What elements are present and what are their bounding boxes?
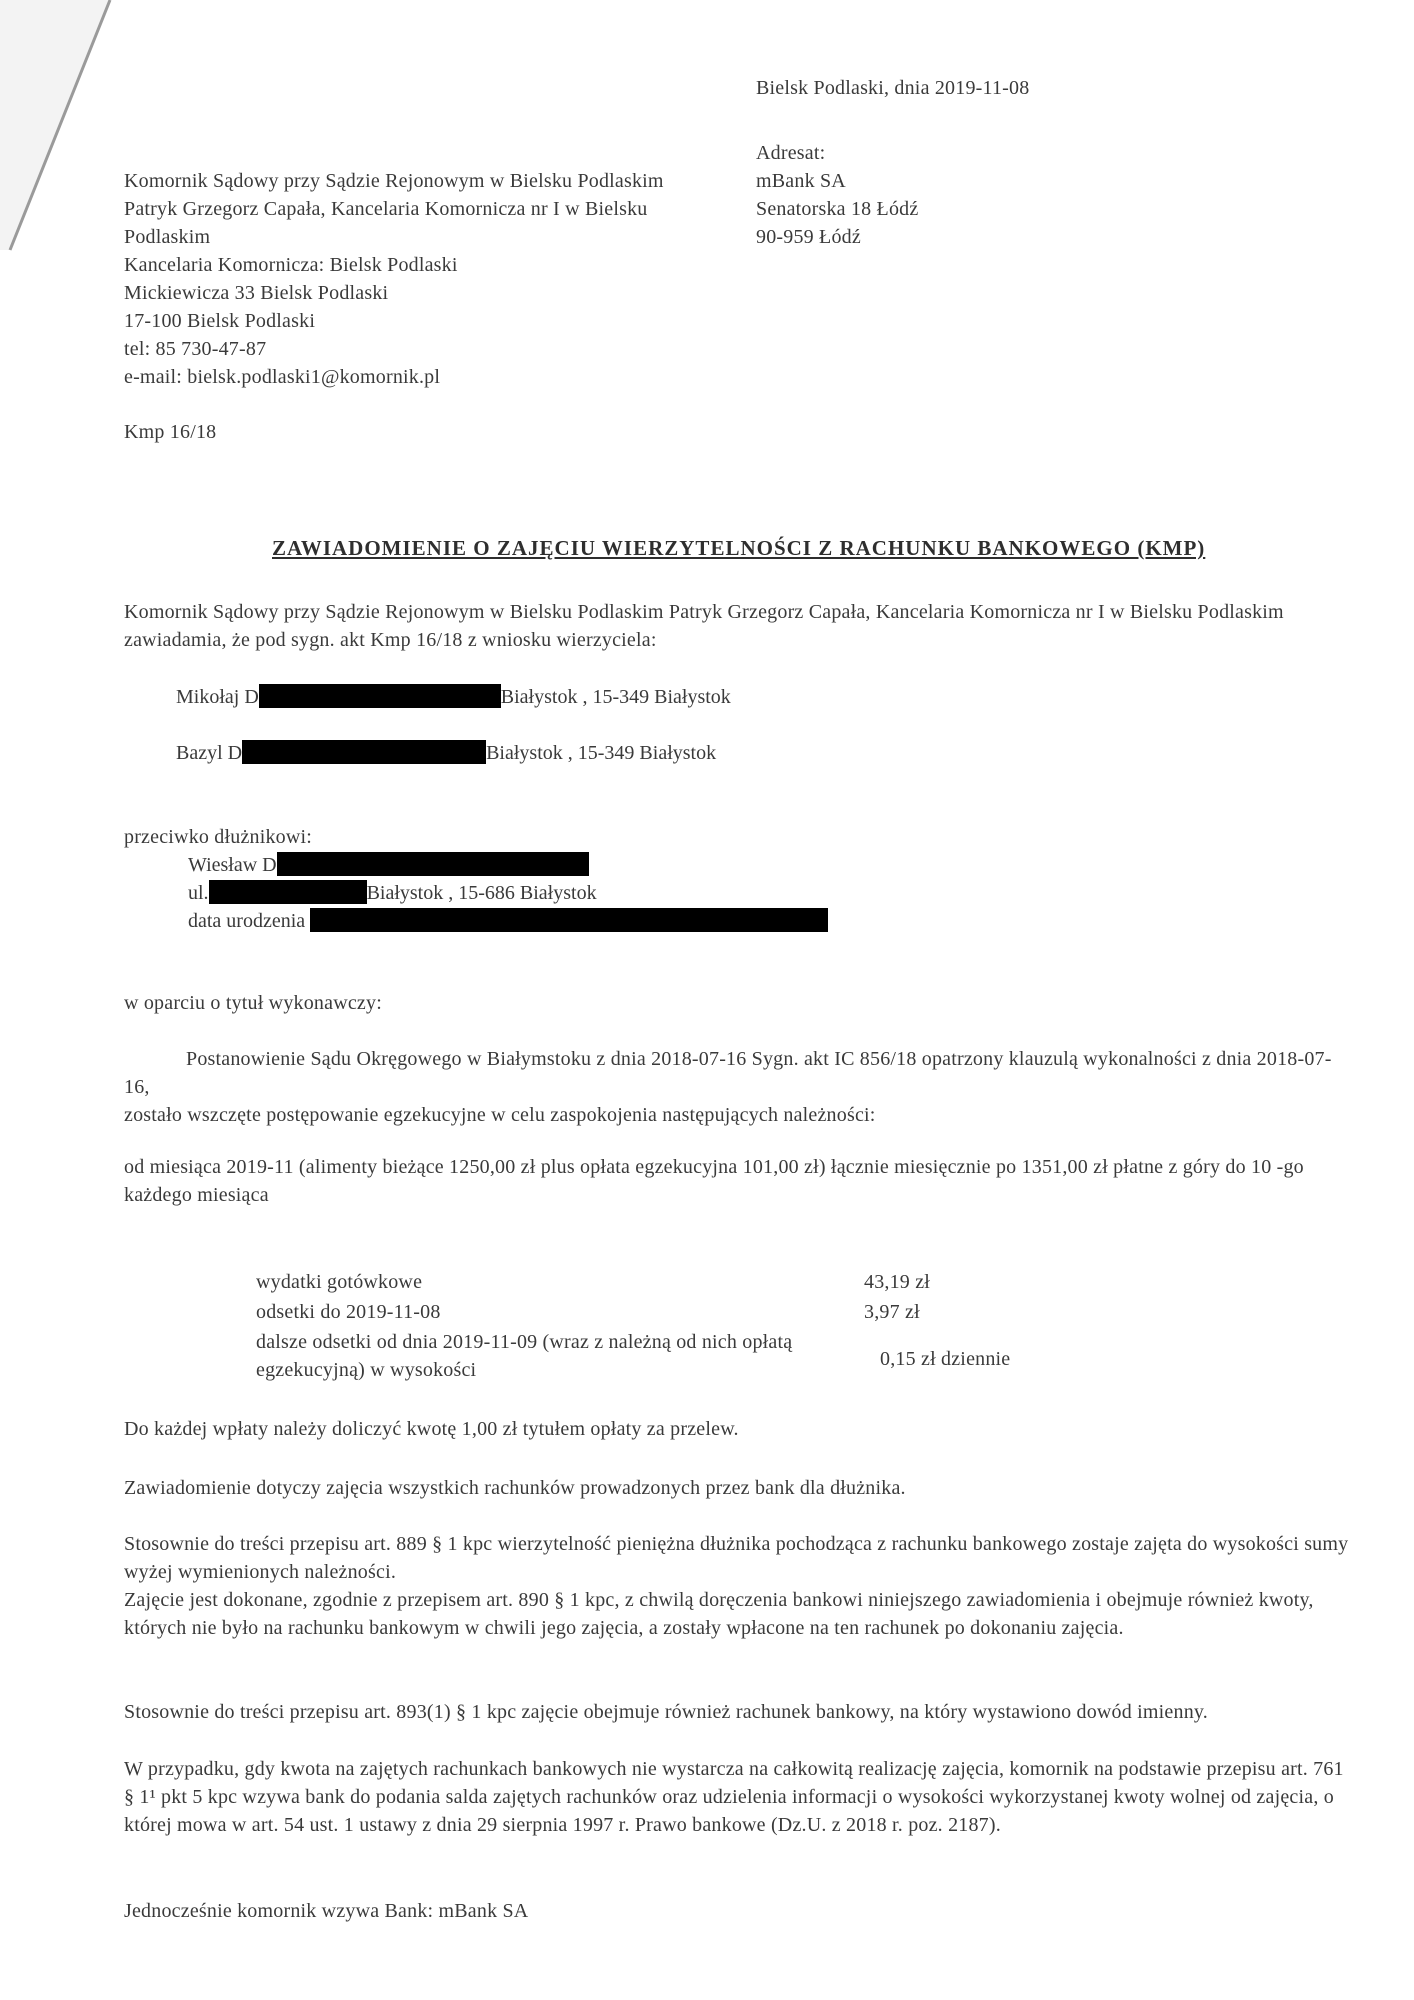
legal-paragraph: Zajęcie jest dokonane, zgodnie z przepisem art. 890 § 1 kpc, z chwilą doręczenia bankowi niniejszego zawiadomienia i obejmuje również kwoty, których nie było na rachunku bankowym w chwili jego zajęcia, a zostały wpłacone na ten rachunek po dokonaniu zajęcia.	[124, 1589, 1314, 1639]
creditor-name: Mikołaj D	[176, 686, 259, 708]
debtor-label: przeciwko dłużnikowi:	[124, 826, 313, 848]
creditor-row	[176, 739, 716, 767]
bank-summons-text: Jednocześnie komornik wzywa Bank: mBank SA	[124, 1900, 529, 1922]
sender-line: Patryk Grzegorz Capała, Kancelaria Komornicza nr I w Bielsku	[124, 198, 648, 220]
sender-line: Komornik Sądowy przy Sądzie Rejonowym w Bielsku Podlaskim	[124, 170, 664, 192]
charge-label: dalsze odsetki od dnia 2019-11-09 (wraz z należną od nich opłatą egzekucyjną) w wysokości	[256, 1331, 793, 1381]
creditor-row	[176, 683, 731, 711]
redaction-bar	[259, 684, 501, 708]
sender-email: e-mail: bielsk.podlaski1@komornik.pl	[124, 366, 441, 388]
legal-paragraph: W przypadku, gdy kwota na zajętych rachunkach bankowych nie wystarcza na całkowitą realizację zajęcia, komornik na podstawie przepisu art. 761 § 1¹ pkt 5 kpc wzywa bank do podania salda zajętych rachunków oraz udzielenia informacji o wysokości wykorzystanej kwoty wolnej od zajęcia, o której mowa w art. 54 ust. 1 ustawy z dnia 29 sierpnia 1997 r. Prawo bankowe (Dz.U. z 2018 r. poz. 2187).	[124, 1758, 1344, 1836]
document-title: ZAWIADOMIENIE O ZAJĘCIU WIERZYTELNOŚCI Z RACHUNKU BANKOWEGO (KMP)	[272, 536, 1206, 560]
scope-text: Zawiadomienie dotyczy zajęcia wszystkich rachunków prowadzonych przez bank dla dłużnika.	[124, 1477, 906, 1499]
redaction-bar	[277, 852, 589, 876]
charge-amount: 43,19 zł	[864, 1271, 931, 1293]
document-date: Bielsk Podlaski, dnia 2019-11-08	[756, 77, 1030, 99]
page-corner-fold	[0, 0, 120, 260]
sender-line: Kancelaria Komornicza: Bielsk Podlaski	[124, 254, 458, 276]
debtor-name-row	[188, 851, 589, 879]
redaction-bar	[242, 740, 486, 764]
debtor-address-row	[188, 879, 597, 907]
addressee-label: Adresat:	[756, 142, 826, 164]
redaction-bar	[310, 908, 828, 932]
title-basis-label: w oparciu o tytuł wykonawczy:	[124, 992, 382, 1014]
creditor-address: Białystok , 15-349 Białystok	[500, 686, 731, 708]
transfer-fee-text: Do każdej wpłaty należy doliczyć kwotę 1,00 zł tytułem opłaty za przelew.	[124, 1418, 739, 1440]
proceedings-text: zostało wszczęte postępowanie egzekucyjne w celu zaspokojenia następujących należności:	[124, 1104, 876, 1126]
addressee-name: mBank SA	[756, 170, 846, 192]
charge-label: odsetki do 2019-11-08	[256, 1301, 441, 1323]
sender-line: 17-100 Bielsk Podlaski	[124, 310, 316, 332]
addressee-street: Senatorska 18 Łódź	[756, 198, 919, 220]
legal-paragraph: Stosownie do treści przepisu art. 889 § 1 kpc wierzytelność pieniężna dłużnika pochodząca z rachunku bankowego zostaje zajęta do wysokości sumy wyżej wymienionych należności.	[124, 1533, 1349, 1583]
redaction-bar	[209, 880, 367, 904]
monthly-obligation-text: od miesiąca 2019-11 (alimenty bieżące 1250,00 zł plus opłata egzekucyjna 101,00 zł) łącznie miesięcznie po 1351,00 zł płatne z góry do 10 -go każdego miesiąca	[124, 1156, 1304, 1206]
case-reference: Kmp 16/18	[124, 421, 217, 443]
creditor-name: Bazyl D	[176, 742, 243, 764]
debtor-street-prefix: ul.	[188, 882, 209, 904]
title-basis-text: Postanowienie Sądu Okręgowego w Białymstoku z dnia 2018-07-16 Sygn. akt IC 856/18 opatrzony klauzulą wykonalności z dnia 2018-07-16,	[124, 1048, 1332, 1098]
intro-paragraph: Komornik Sądowy przy Sądzie Rejonowym w Bielsku Podlaskim Patryk Grzegorz Capała, Kancelaria Komornicza nr I w Bielsku Podlaskim zawiadamia, że pod sygn. akt Kmp 16/18 z wniosku wierzyciela:	[124, 601, 1284, 651]
sender-phone: tel: 85 730-47-87	[124, 338, 267, 360]
debtor-birth-label: data urodzenia	[188, 910, 306, 932]
creditor-address: Białystok , 15-349 Białystok	[486, 742, 717, 764]
debtor-birth-row	[188, 907, 828, 935]
charge-amount: 3,97 zł	[864, 1301, 920, 1323]
addressee-city: 90-959 Łódź	[756, 226, 861, 248]
legal-paragraph: Stosownie do treści przepisu art. 893(1) § 1 kpc zajęcie obejmuje również rachunek bankowy, na który wystawiono dowód imienny.	[124, 1701, 1208, 1723]
sender-line: Mickiewicza 33 Bielsk Podlaski	[124, 282, 389, 304]
sender-line: Podlaskim	[124, 226, 211, 248]
charge-label: wydatki gotówkowe	[256, 1271, 423, 1293]
debtor-name: Wiesław D	[188, 854, 277, 876]
debtor-address: Białystok , 15-686 Białystok	[366, 882, 597, 904]
charge-amount: 0,15 zł dziennie	[880, 1348, 1011, 1370]
